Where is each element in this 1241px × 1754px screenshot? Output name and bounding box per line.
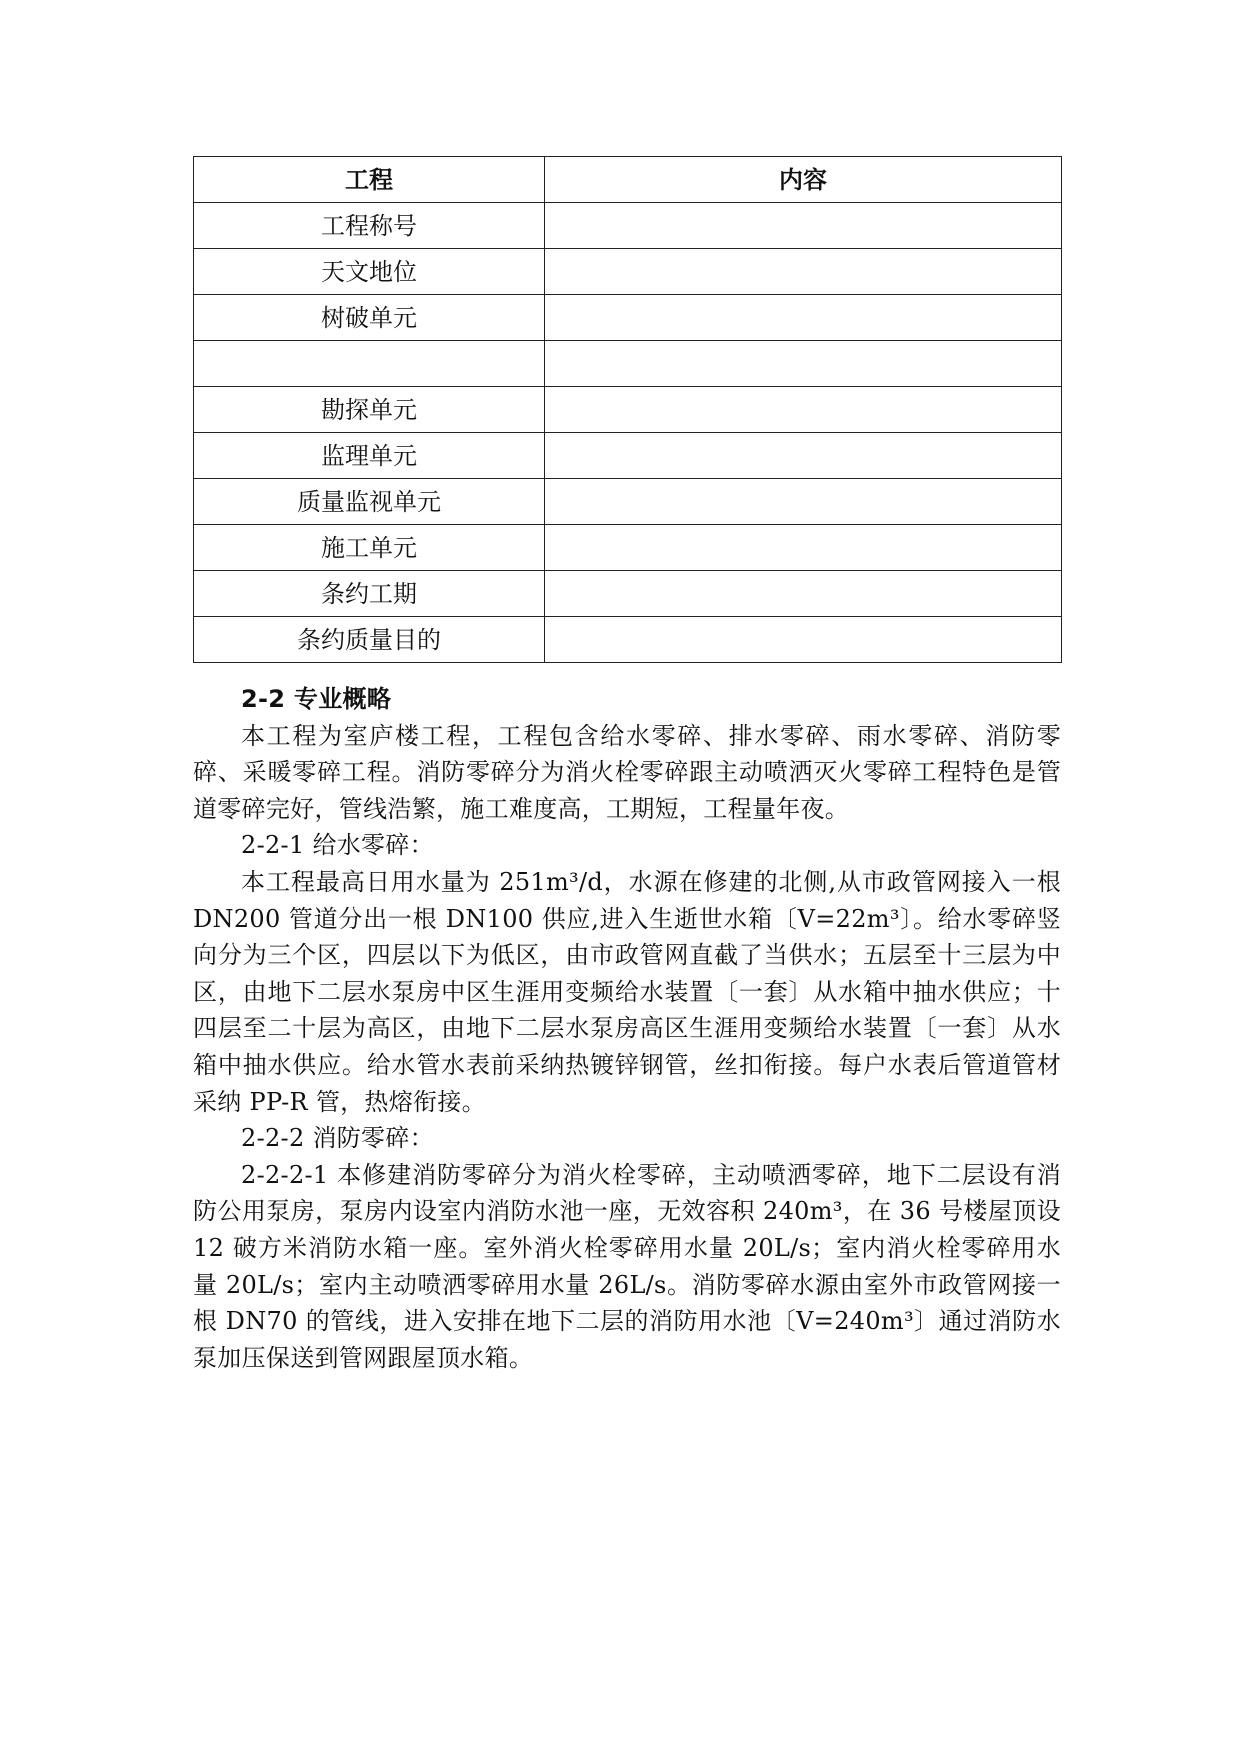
row-label: 监理单元 (194, 433, 545, 479)
row-label: 条约质量目的 (194, 617, 545, 663)
section-body (193, 681, 1061, 1376)
row-label: 天文地位 (194, 249, 545, 295)
table-row (194, 341, 1062, 387)
row-value (545, 617, 1062, 663)
row-label (194, 341, 545, 387)
row-value (545, 479, 1062, 525)
table-row (194, 295, 1062, 341)
table-row (194, 433, 1062, 479)
row-label: 质量监视单元 (194, 479, 545, 525)
table-row (194, 525, 1062, 571)
table-row (194, 387, 1062, 433)
row-label: 条约工期 (194, 571, 545, 617)
row-label: 勘探单元 (194, 387, 545, 433)
row-value (545, 249, 1062, 295)
row-label: 树破单元 (194, 295, 545, 341)
fire-protection-paragraph: 2-2-2-1 本修建消防零碎分为消火栓零碎，主动喷洒零碎，地下二层设有消防公用泵房，泵房内设室内消防水池一座，无效容积 240m³，在 36 号楼屋顶设 12 破方米消防水箱一座。室外消火栓零碎用水量 20L/s；室内消火栓零碎用水量 20L/s；室内主动喷洒零碎用水量 26L/s。消防零碎水源由室外市政管网接一根 DN70 的管线，进入安排在地下二层的消防用水池〔V=240m³〕通过消防水泵加压保送到管网跟屋顶水箱。 (193, 1160, 1061, 1372)
row-label: 工程称号 (194, 203, 545, 249)
table-header-row (194, 157, 1062, 203)
row-value (545, 295, 1062, 341)
table-row (194, 571, 1062, 617)
table-row (194, 479, 1062, 525)
header-content: 内容 (545, 157, 1062, 203)
row-value (545, 525, 1062, 571)
overview-paragraph: 本工程为室庐楼工程，工程包含给水零碎、排水零碎、雨水零碎、消防零碎、采暖零碎工程。消防零碎分为消火栓零碎跟主动喷洒灭火零碎工程特色是管道零碎完好，管线浩繁，施工难度高，工期短，工程量年夜。 (193, 721, 1061, 823)
section-heading: 2-2 专业概略 (241, 685, 392, 713)
project-info-table (193, 156, 1062, 663)
water-supply-paragraph: 本工程最高日用水量为 251m³/d，水源在修建的北侧,从市政管网接入一根 DN200 管道分出一根 DN100 供应,进入生逝世水箱〔V=22m³〕。给水零碎竖向分为三个区，四层以下为低区，由市政管网直截了当供水；五层至十三层为中区，由地下二层水泵房中区生涯用变频给水装置〔一套〕从水箱中抽水供应；十四层至二十层为高区，由地下二层水泵房高区生涯用变频给水装置〔一套〕从水箱中抽水供应。给水管水表前采纳热镀锌钢管，丝扣衔接。每户水表后管道管材采纳 PP-R 管，热熔衔接。 (193, 867, 1061, 1116)
table-row (194, 249, 1062, 295)
row-value (545, 387, 1062, 433)
row-value (545, 341, 1062, 387)
table-row (194, 203, 1062, 249)
row-value (545, 433, 1062, 479)
row-label: 施工单元 (194, 525, 545, 571)
water-supply-title: 2-2-1 给水零碎： (241, 831, 434, 860)
row-value (545, 203, 1062, 249)
fire-protection-title: 2-2-2 消防零碎： (241, 1124, 434, 1153)
table-row (194, 617, 1062, 663)
row-value (545, 571, 1062, 617)
header-project: 工程 (194, 157, 545, 203)
